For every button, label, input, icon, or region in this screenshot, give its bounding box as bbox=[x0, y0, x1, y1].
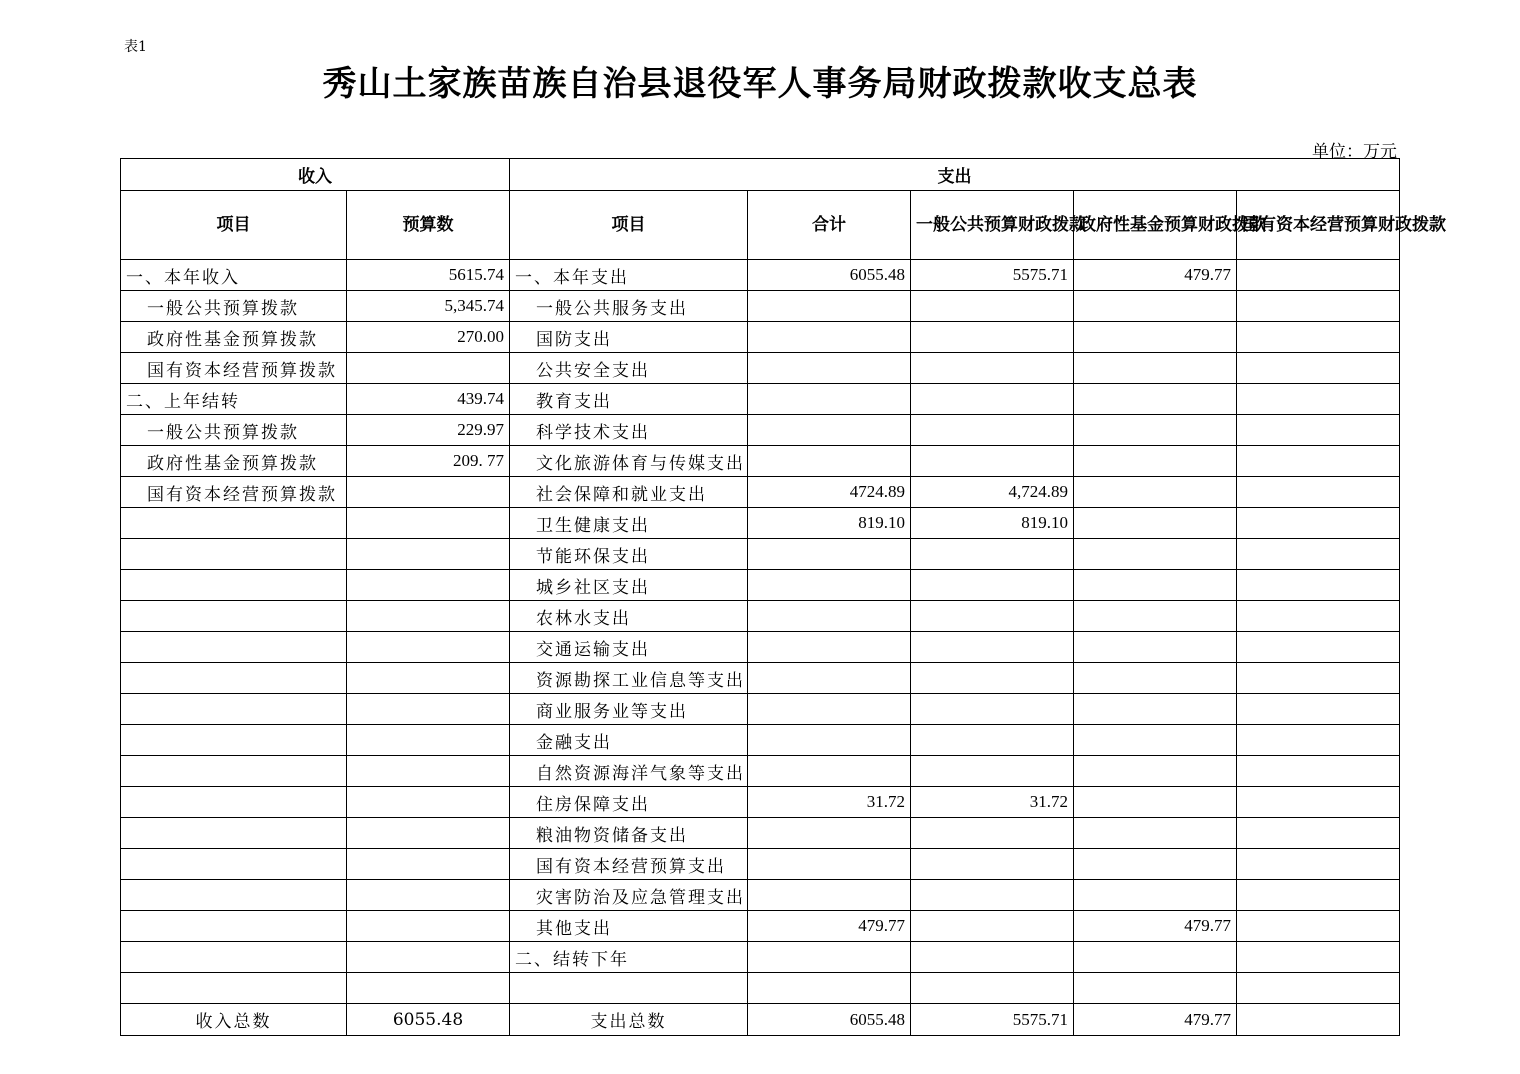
expense-total-cell bbox=[748, 415, 911, 446]
income-budget-cell bbox=[347, 880, 510, 911]
header-row-columns bbox=[121, 191, 1400, 260]
state-capital-cell bbox=[1237, 539, 1400, 570]
general-budget-cell bbox=[911, 663, 1074, 694]
income-total-label: 收入总数 bbox=[121, 1004, 347, 1036]
expense-item-cell: 农林水支出 bbox=[510, 601, 748, 632]
general-budget-cell bbox=[911, 446, 1074, 477]
expense-total-value: 6055.48 bbox=[748, 1004, 911, 1036]
fund-budget-cell bbox=[1074, 942, 1237, 973]
expense-total-cell bbox=[748, 446, 911, 477]
expense-item-cell: 社会保障和就业支出 bbox=[510, 477, 748, 508]
col-header-total: 合计 bbox=[748, 191, 911, 260]
general-budget-cell bbox=[911, 539, 1074, 570]
fund-budget-cell bbox=[1074, 849, 1237, 880]
income-budget-cell bbox=[347, 756, 510, 787]
general-budget-cell: 31.72 bbox=[911, 787, 1074, 818]
income-item-cell bbox=[121, 818, 347, 849]
col-header-general: 一般公共预算财政拨款 bbox=[911, 191, 1074, 260]
income-item-cell bbox=[121, 508, 347, 539]
income-budget-cell bbox=[347, 353, 510, 384]
state-capital-cell bbox=[1237, 942, 1400, 973]
state-capital-cell bbox=[1237, 508, 1400, 539]
income-item-cell bbox=[121, 787, 347, 818]
expense-item-cell: 一、本年支出 bbox=[510, 260, 748, 291]
income-item-cell bbox=[121, 570, 347, 601]
expense-total-cell: 819.10 bbox=[748, 508, 911, 539]
general-budget-cell bbox=[911, 353, 1074, 384]
income-item-cell: 政府性基金预算拨款 bbox=[121, 446, 347, 477]
general-budget-cell: 4,724.89 bbox=[911, 477, 1074, 508]
expense-total-cell bbox=[748, 353, 911, 384]
header-row-groups bbox=[121, 159, 1400, 191]
state-capital-cell bbox=[1237, 291, 1400, 322]
fund-budget-cell bbox=[1074, 477, 1237, 508]
expense-total-cell bbox=[748, 384, 911, 415]
fund-budget-cell bbox=[1074, 539, 1237, 570]
expense-item-cell: 教育支出 bbox=[510, 384, 748, 415]
income-item-cell: 国有资本经营预算拨款 bbox=[121, 353, 347, 384]
income-budget-cell bbox=[347, 694, 510, 725]
expense-item-cell bbox=[510, 973, 748, 1004]
table-row bbox=[121, 477, 1400, 508]
income-budget-cell bbox=[347, 911, 510, 942]
fund-budget-cell bbox=[1074, 415, 1237, 446]
expense-total-cell bbox=[748, 973, 911, 1004]
income-budget-cell: 5,345.74 bbox=[347, 291, 510, 322]
table-row bbox=[121, 446, 1400, 477]
general-budget-cell bbox=[911, 632, 1074, 663]
expense-item-cell: 交通运输支出 bbox=[510, 632, 748, 663]
income-item-cell: 政府性基金预算拨款 bbox=[121, 322, 347, 353]
fund-total-value: 479.77 bbox=[1074, 1004, 1237, 1036]
income-budget-cell bbox=[347, 632, 510, 663]
table-row bbox=[121, 508, 1400, 539]
table-row bbox=[121, 911, 1400, 942]
table-row bbox=[121, 291, 1400, 322]
expense-item-cell: 国有资本经营预算支出 bbox=[510, 849, 748, 880]
table-row bbox=[121, 384, 1400, 415]
expense-total-cell bbox=[748, 322, 911, 353]
table-row bbox=[121, 787, 1400, 818]
state-capital-cell bbox=[1237, 911, 1400, 942]
general-budget-cell bbox=[911, 973, 1074, 1004]
table-row bbox=[121, 880, 1400, 911]
income-budget-cell: 229.97 bbox=[347, 415, 510, 446]
unit-label: 单位：万元 bbox=[1312, 142, 1397, 162]
table-row bbox=[121, 942, 1400, 973]
general-budget-cell: 819.10 bbox=[911, 508, 1074, 539]
state-capital-cell bbox=[1237, 446, 1400, 477]
expense-total-cell bbox=[748, 632, 911, 663]
state-capital-cell bbox=[1237, 384, 1400, 415]
state-capital-cell bbox=[1237, 260, 1400, 291]
income-group-header: 收入 bbox=[121, 159, 510, 191]
expense-total-cell bbox=[748, 291, 911, 322]
general-budget-cell bbox=[911, 601, 1074, 632]
income-item-cell bbox=[121, 632, 347, 663]
expense-item-cell: 公共安全支出 bbox=[510, 353, 748, 384]
expense-total-cell bbox=[748, 601, 911, 632]
table-row bbox=[121, 973, 1400, 1004]
income-item-cell: 一般公共预算拨款 bbox=[121, 291, 347, 322]
income-budget-cell bbox=[347, 942, 510, 973]
income-item-cell: 一般公共预算拨款 bbox=[121, 415, 347, 446]
col-header-state: 国有资本经营预算财政拨款 bbox=[1237, 191, 1400, 260]
state-capital-cell bbox=[1237, 849, 1400, 880]
income-budget-cell bbox=[347, 539, 510, 570]
expense-total-cell bbox=[748, 539, 911, 570]
income-item-cell bbox=[121, 694, 347, 725]
general-budget-cell bbox=[911, 291, 1074, 322]
income-total-value: 6055.48 bbox=[347, 1004, 510, 1036]
general-budget-cell bbox=[911, 942, 1074, 973]
expense-item-cell: 文化旅游体育与传媒支出 bbox=[510, 446, 748, 477]
income-budget-cell: 209. 77 bbox=[347, 446, 510, 477]
income-item-cell: 二、上年结转 bbox=[121, 384, 347, 415]
fund-budget-cell bbox=[1074, 725, 1237, 756]
income-budget-cell bbox=[347, 787, 510, 818]
general-total-value: 5575.71 bbox=[911, 1004, 1074, 1036]
table-row bbox=[121, 260, 1400, 291]
fund-budget-cell bbox=[1074, 570, 1237, 601]
income-item-cell: 国有资本经营预算拨款 bbox=[121, 477, 347, 508]
general-budget-cell bbox=[911, 756, 1074, 787]
income-budget-cell bbox=[347, 601, 510, 632]
fund-budget-cell bbox=[1074, 291, 1237, 322]
expense-item-cell: 自然资源海洋气象等支出 bbox=[510, 756, 748, 787]
fund-budget-cell bbox=[1074, 353, 1237, 384]
fund-budget-cell bbox=[1074, 880, 1237, 911]
expense-total-cell: 4724.89 bbox=[748, 477, 911, 508]
expense-item-cell: 灾害防治及应急管理支出 bbox=[510, 880, 748, 911]
expense-item-cell: 科学技术支出 bbox=[510, 415, 748, 446]
fund-budget-cell bbox=[1074, 601, 1237, 632]
income-item-cell bbox=[121, 539, 347, 570]
expense-item-cell: 国防支出 bbox=[510, 322, 748, 353]
general-budget-cell bbox=[911, 725, 1074, 756]
table-row bbox=[121, 849, 1400, 880]
income-item-cell bbox=[121, 911, 347, 942]
income-item-cell bbox=[121, 942, 347, 973]
expense-total-cell bbox=[748, 942, 911, 973]
fund-budget-cell bbox=[1074, 787, 1237, 818]
income-item-cell bbox=[121, 725, 347, 756]
state-capital-cell bbox=[1237, 818, 1400, 849]
expense-total-cell bbox=[748, 880, 911, 911]
general-budget-cell bbox=[911, 322, 1074, 353]
income-budget-cell bbox=[347, 818, 510, 849]
table-row bbox=[121, 322, 1400, 353]
expense-total-cell bbox=[748, 663, 911, 694]
state-capital-cell bbox=[1237, 880, 1400, 911]
table-row bbox=[121, 539, 1400, 570]
fund-budget-cell bbox=[1074, 694, 1237, 725]
general-budget-cell bbox=[911, 415, 1074, 446]
expense-total-cell bbox=[748, 849, 911, 880]
fund-budget-cell bbox=[1074, 508, 1237, 539]
state-capital-cell bbox=[1237, 725, 1400, 756]
income-item-cell: 一、本年收入 bbox=[121, 260, 347, 291]
expense-item-cell: 城乡社区支出 bbox=[510, 570, 748, 601]
state-capital-cell bbox=[1237, 663, 1400, 694]
income-budget-cell bbox=[347, 849, 510, 880]
state-capital-cell bbox=[1237, 694, 1400, 725]
expense-total-cell: 6055.48 bbox=[748, 260, 911, 291]
fund-budget-cell bbox=[1074, 632, 1237, 663]
income-item-cell bbox=[121, 601, 347, 632]
state-capital-cell bbox=[1237, 322, 1400, 353]
income-budget-cell bbox=[347, 725, 510, 756]
expense-item-cell: 卫生健康支出 bbox=[510, 508, 748, 539]
general-budget-cell bbox=[911, 570, 1074, 601]
income-item-cell bbox=[121, 663, 347, 694]
income-budget-cell: 5615.74 bbox=[347, 260, 510, 291]
fund-budget-cell bbox=[1074, 818, 1237, 849]
col-header-fund: 政府性基金预算财政拨款 bbox=[1074, 191, 1237, 260]
table-row bbox=[121, 663, 1400, 694]
table-row bbox=[121, 694, 1400, 725]
fund-budget-cell bbox=[1074, 384, 1237, 415]
table-row bbox=[121, 632, 1400, 663]
expense-item-cell: 金融支出 bbox=[510, 725, 748, 756]
fund-budget-cell bbox=[1074, 973, 1237, 1004]
finance-summary-table bbox=[120, 158, 1446, 1036]
state-capital-cell bbox=[1237, 353, 1400, 384]
table-row bbox=[121, 570, 1400, 601]
expense-item-cell: 资源勘探工业信息等支出 bbox=[510, 663, 748, 694]
income-budget-cell bbox=[347, 973, 510, 1004]
general-budget-cell bbox=[911, 694, 1074, 725]
general-budget-cell bbox=[911, 818, 1074, 849]
state-capital-cell bbox=[1237, 477, 1400, 508]
totals-row bbox=[121, 1004, 1400, 1036]
state-total-value bbox=[1237, 1004, 1400, 1036]
expense-total-cell bbox=[748, 725, 911, 756]
table-row bbox=[121, 353, 1400, 384]
state-capital-cell bbox=[1237, 632, 1400, 663]
general-budget-cell bbox=[911, 880, 1074, 911]
income-item-cell bbox=[121, 880, 347, 911]
income-budget-cell bbox=[347, 570, 510, 601]
expense-total-cell: 31.72 bbox=[748, 787, 911, 818]
fund-budget-cell bbox=[1074, 663, 1237, 694]
expense-total-cell bbox=[748, 818, 911, 849]
income-budget-cell bbox=[347, 508, 510, 539]
expense-total-cell bbox=[748, 570, 911, 601]
state-capital-cell bbox=[1237, 787, 1400, 818]
table-number-tag: 表1 bbox=[124, 39, 147, 55]
table-row bbox=[121, 725, 1400, 756]
income-budget-cell bbox=[347, 477, 510, 508]
expense-total-cell bbox=[748, 694, 911, 725]
expense-total-label: 支出总数 bbox=[510, 1004, 748, 1036]
expense-total-cell: 479.77 bbox=[748, 911, 911, 942]
fund-budget-cell bbox=[1074, 322, 1237, 353]
general-budget-cell: 5575.71 bbox=[911, 260, 1074, 291]
income-item-cell bbox=[121, 973, 347, 1004]
state-capital-cell bbox=[1237, 973, 1400, 1004]
income-item-cell bbox=[121, 849, 347, 880]
table-row bbox=[121, 415, 1400, 446]
fund-budget-cell: 479.77 bbox=[1074, 911, 1237, 942]
expense-item-cell: 其他支出 bbox=[510, 911, 748, 942]
general-budget-cell bbox=[911, 911, 1074, 942]
col-header-income-item: 项目 bbox=[121, 191, 347, 260]
expense-item-cell: 粮油物资储备支出 bbox=[510, 818, 748, 849]
income-budget-cell: 439.74 bbox=[347, 384, 510, 415]
fund-budget-cell bbox=[1074, 446, 1237, 477]
page-title: 秀山土家族苗族自治县退役军人事务局财政拨款收支总表 bbox=[322, 64, 1198, 104]
table-row bbox=[121, 818, 1400, 849]
table-row bbox=[121, 601, 1400, 632]
state-capital-cell bbox=[1237, 756, 1400, 787]
expense-item-cell: 一般公共服务支出 bbox=[510, 291, 748, 322]
fund-budget-cell: 479.77 bbox=[1074, 260, 1237, 291]
expense-item-cell: 节能环保支出 bbox=[510, 539, 748, 570]
state-capital-cell bbox=[1237, 415, 1400, 446]
col-header-expense-item: 项目 bbox=[510, 191, 748, 260]
expense-total-cell bbox=[748, 756, 911, 787]
col-header-budget: 预算数 bbox=[347, 191, 510, 260]
table-row bbox=[121, 756, 1400, 787]
income-budget-cell bbox=[347, 663, 510, 694]
expense-item-cell: 二、结转下年 bbox=[510, 942, 748, 973]
fund-budget-cell bbox=[1074, 756, 1237, 787]
income-item-cell bbox=[121, 756, 347, 787]
general-budget-cell bbox=[911, 849, 1074, 880]
general-budget-cell bbox=[911, 384, 1074, 415]
expense-group-header: 支出 bbox=[510, 159, 1400, 191]
expense-item-cell: 住房保障支出 bbox=[510, 787, 748, 818]
state-capital-cell bbox=[1237, 570, 1400, 601]
state-capital-cell bbox=[1237, 601, 1400, 632]
income-budget-cell: 270.00 bbox=[347, 322, 510, 353]
expense-item-cell: 商业服务业等支出 bbox=[510, 694, 748, 725]
